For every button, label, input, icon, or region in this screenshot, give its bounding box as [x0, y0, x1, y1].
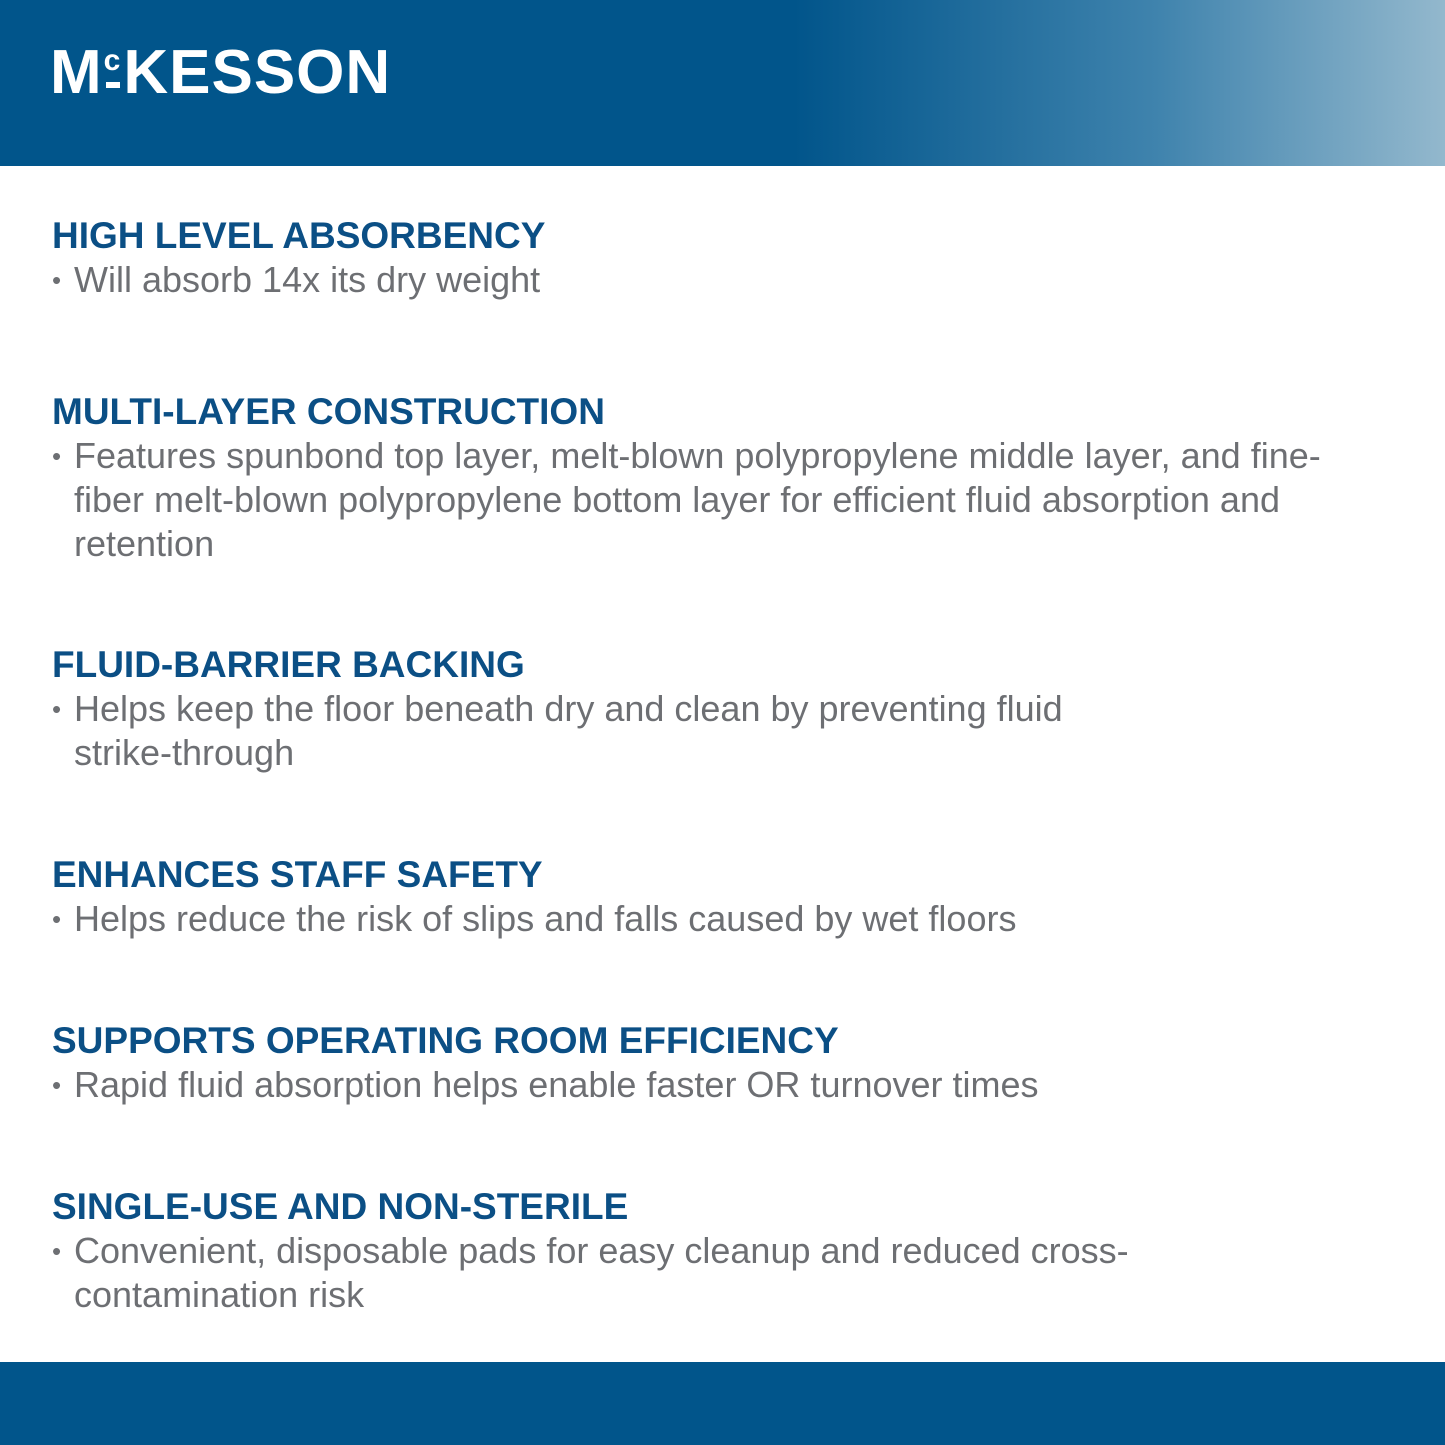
feature-item	[52, 643, 1392, 775]
feature-bullet	[52, 258, 634, 302]
feature-bullet-text: Rapid fluid absorption helps enable faster OR turnover times	[74, 1064, 1039, 1105]
feature-item	[52, 390, 1392, 566]
feature-title: ENHANCES STAFF SAFETY	[52, 854, 543, 895]
feature-title: HIGH LEVEL ABSORBENCY	[52, 215, 546, 256]
feature-bullet-text: Will absorb 14x its dry weight	[74, 259, 541, 300]
feature-bullet	[52, 1229, 1154, 1317]
feature-bullet-text: Helps keep the floor beneath dry and clean by preventing fluid strike-through	[74, 688, 1063, 773]
feature-bullet	[52, 434, 1364, 566]
mckesson-logo	[50, 38, 392, 107]
bullet-marker: •	[52, 1236, 62, 1266]
feature-title: FLUID-BARRIER BACKING	[52, 644, 525, 685]
feature-item	[52, 1185, 1392, 1317]
feature-bullet	[52, 897, 1364, 941]
feature-bullet-text: Convenient, disposable pads for easy cleanup and reduced cross-contamination risk	[74, 1230, 1129, 1315]
header-banner	[0, 0, 1445, 166]
feature-item	[52, 853, 1392, 941]
bullet-marker: •	[52, 1070, 62, 1100]
feature-bullet-text: Features spunbond top layer, melt-blown polypropylene middle layer, and fine-fiber melt-blown polypropylene bottom layer for efficient fluid absorption and retention	[74, 435, 1321, 564]
feature-title: MULTI-LAYER CONSTRUCTION	[52, 391, 605, 432]
footer-banner	[0, 1362, 1445, 1445]
feature-bullet-text: Helps reduce the risk of slips and falls caused by wet floors	[74, 898, 1017, 939]
logo-letter-m: M	[50, 38, 103, 107]
bullet-marker: •	[52, 441, 62, 471]
feature-title: SUPPORTS OPERATING ROOM EFFICIENCY	[52, 1020, 839, 1061]
feature-bullet	[52, 687, 1134, 775]
logo-text: KESSON	[123, 38, 392, 107]
feature-item	[52, 214, 1392, 302]
bullet-marker: •	[52, 904, 62, 934]
bullet-marker: •	[52, 265, 62, 295]
feature-title: SINGLE-USE AND NON-STERILE	[52, 1186, 629, 1227]
bullet-marker: •	[52, 694, 62, 724]
feature-item	[52, 1019, 1392, 1107]
logo-letter-c: c	[103, 44, 122, 77]
feature-bullet	[52, 1063, 1364, 1107]
